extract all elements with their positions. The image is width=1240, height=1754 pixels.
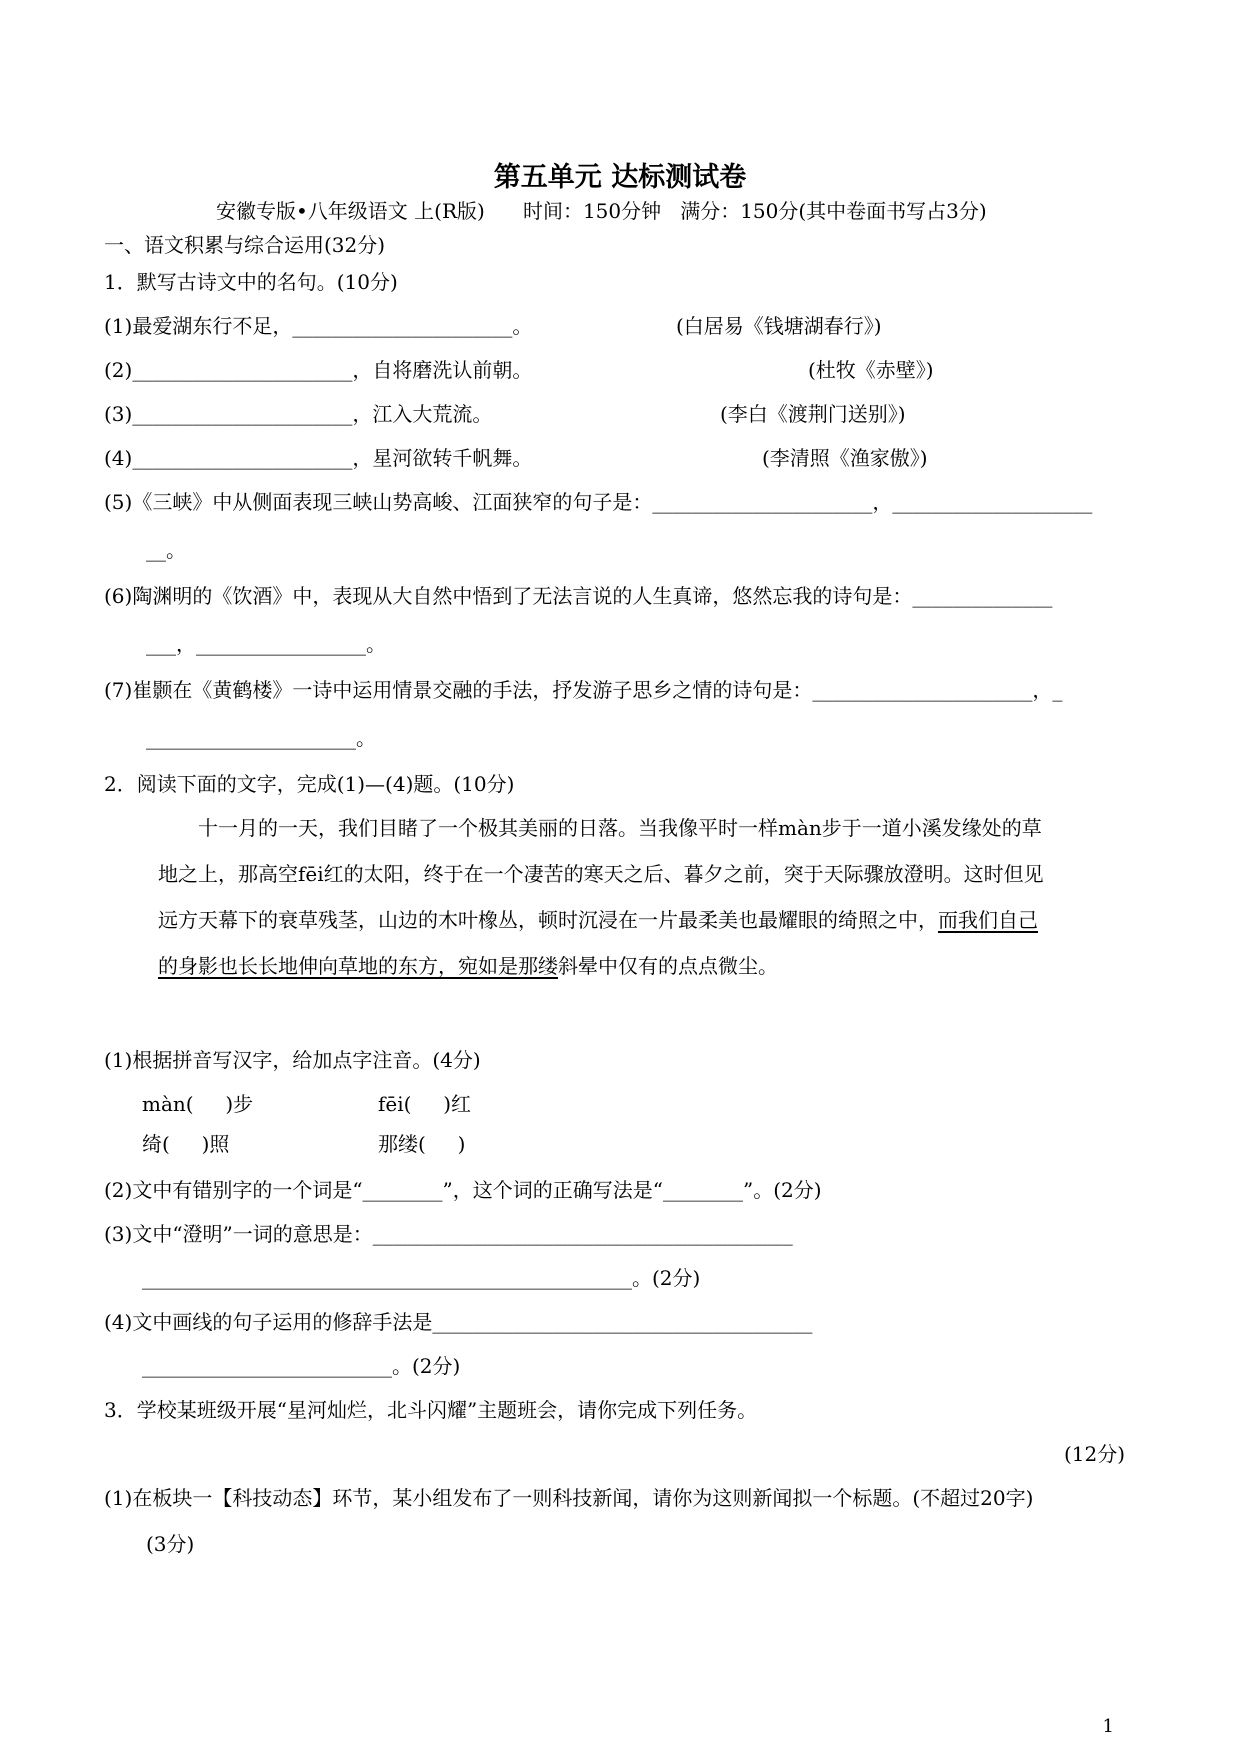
passage-line-1: 十一月的一天，我们目睹了一个极其美丽的日落。当我像平时一样màn步于一道小溪发缘处的草 <box>198 816 1042 840</box>
q1-item-6-line1: (6)陶渊明的《饮酒》中，表现从大自然中悟到了无法言说的人生真谛，悠然忘我的诗句是：______________ <box>104 584 1053 608</box>
q1-item-2-source: (杜牧《赤壁》) <box>808 358 934 382</box>
q2-sub-1-item-nalv: 那缕( ) <box>378 1132 466 1156</box>
exam-subtitle: 安徽专版•八年级语文 上(R版) 时间：150分钟 满分：150分(其中卷面书写占3分) <box>216 199 987 223</box>
underlined-sentence-part-2: 的身影也长长地伸向草地的东方，宛如是那缕 <box>158 954 558 978</box>
page-number: 1 <box>1102 1716 1114 1737</box>
q3-sub-1-line1: (1)在板块一【科技动态】环节，某小组发布了一则科技新闻，请你为这则新闻拟一个标题。(不超过20字) <box>104 1486 1034 1510</box>
question-3-points: (12分) <box>1064 1442 1126 1466</box>
q2-sub-4-line2: _________________________。(2分) <box>142 1354 461 1378</box>
question-2-stem: 2．阅读下面的文字，完成(1)—(4)题。(10分) <box>104 772 515 796</box>
question-3-stem: 3．学校某班级开展“星河灿烂，北斗闪耀”主题班会，请你完成下列任务。 <box>104 1398 758 1422</box>
q1-item-5-line1: (5)《三峡》中从侧面表现三峡山势高峻、江面狭窄的句子是：______________________，____________________ <box>104 490 1093 514</box>
q2-sub-1-item-fei: fēi( )红 <box>378 1092 472 1116</box>
q1-item-3-source: (李白《渡荆门送别》) <box>720 402 906 426</box>
page-title: 第五单元 达标测试卷 <box>493 162 747 193</box>
q1-item-7-line1: (7)崔颢在《黄鹤楼》一诗中运用情景交融的手法，抒发游子思乡之情的诗句是：______________________，_ <box>104 678 1063 702</box>
q1-item-5-line2: __。 <box>146 538 186 562</box>
passage-line-4-tail: 斜晕中仅有的点点微尘。 <box>558 954 778 978</box>
q1-item-6-line2: ___，_________________。 <box>146 632 386 656</box>
q2-sub-3-line2: _________________________________________________。(2分) <box>142 1266 701 1290</box>
passage-line-3-text: 远方天幕下的衰草残茎，山边的木叶橡丛，顿时沉浸在一片最柔美也最耀眼的绮照之中， <box>158 908 938 932</box>
q1-item-2: (2)______________________，自将磨洗认前朝。 <box>104 358 533 382</box>
q2-sub-3-line1: (3)文中“澄明”一词的意思是：__________________________________________ <box>104 1222 793 1246</box>
q1-item-1-source: (白居易《钱塘湖春行》) <box>676 314 882 338</box>
passage-line-3 <box>158 908 1038 932</box>
underlined-sentence-part-1: 而我们自己 <box>938 908 1038 932</box>
q2-sub-2: (2)文中有错别字的一个词是“________”，这个词的正确写法是“________”。(2分) <box>104 1178 822 1202</box>
q1-item-3: (3)______________________，江入大荒流。 <box>104 402 493 426</box>
q1-item-1: (1)最爱湖东行不足，______________________。 <box>104 314 533 338</box>
q3-sub-1-line2: (3分) <box>146 1532 195 1556</box>
q1-item-7-line2: _____________________。 <box>146 726 376 750</box>
q1-item-4: (4)______________________，星河欲转千帆舞。 <box>104 446 533 470</box>
q2-sub-1-stem: (1)根据拼音写汉字，给加点字注音。(4分) <box>104 1048 481 1072</box>
q1-item-4-source: (李清照《渔家傲》) <box>762 446 928 470</box>
passage-line-2: 地之上，那高空fēi红的太阳，终于在一个凄苦的寒天之后、暮夕之前，突于天际骤放澄明。这时但见 <box>158 862 1044 886</box>
passage-line-4 <box>158 954 778 978</box>
question-1-stem: 1．默写古诗文中的名句。(10分) <box>104 270 398 294</box>
q2-sub-1-item-qi: 绮( )照 <box>142 1132 230 1156</box>
section-heading: 一、语文积累与综合运用(32分) <box>104 233 386 257</box>
q2-sub-4-line1: (4)文中画线的句子运用的修辞手法是______________________________________ <box>104 1310 813 1334</box>
q2-sub-1-item-man: màn( )步 <box>142 1092 254 1116</box>
